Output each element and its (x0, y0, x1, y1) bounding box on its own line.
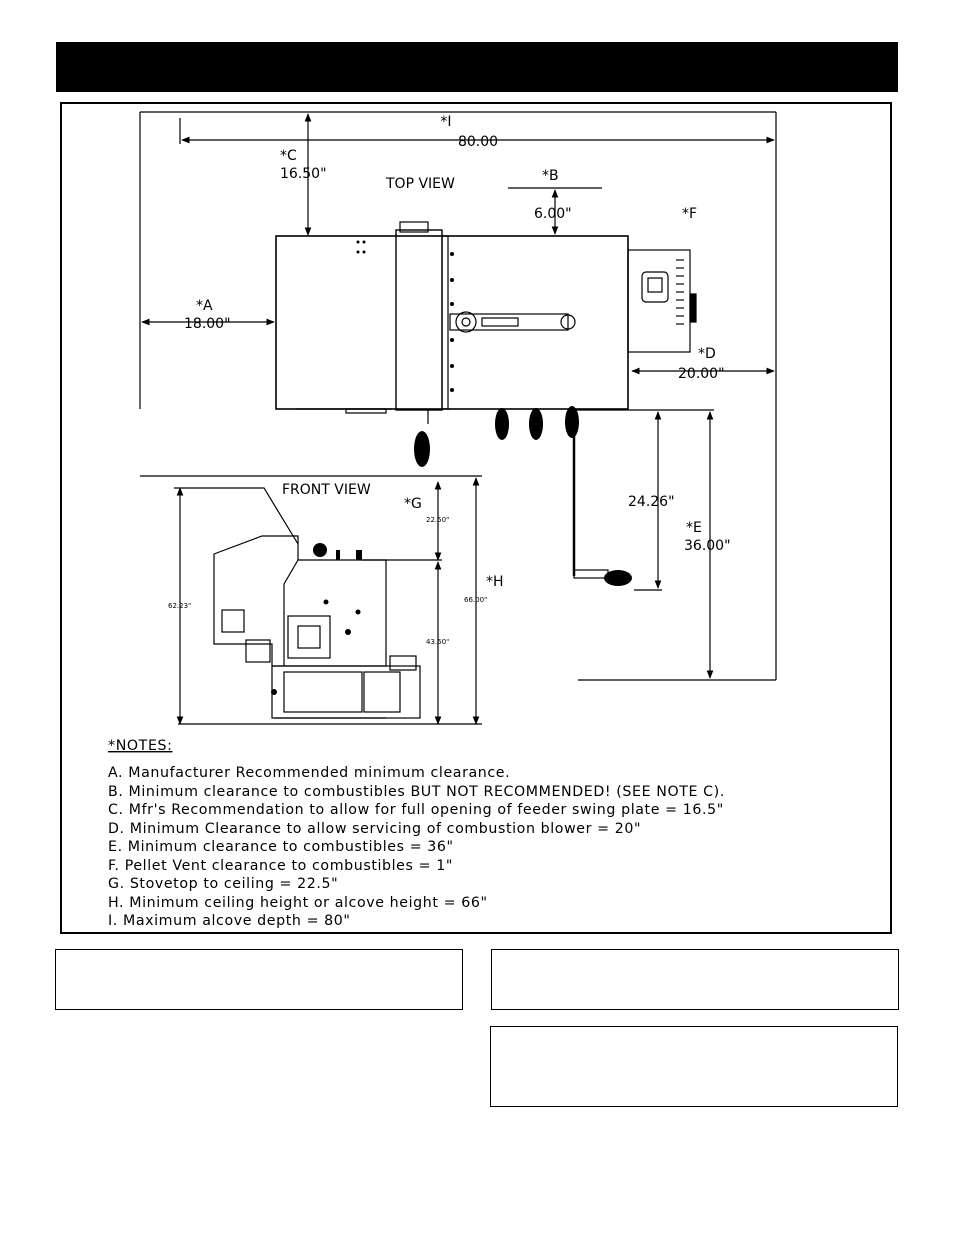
label-dim-i-value: 80.00 (457, 134, 499, 150)
control-panel (288, 616, 330, 658)
notes-heading: *NOTES: (108, 738, 173, 754)
label-dim-g-value: 22.50" (426, 516, 450, 524)
knob-4 (565, 406, 579, 438)
label-dim-d-letter: *D (698, 346, 716, 362)
empty-box-right-lower (490, 1026, 898, 1107)
label-dim-b-letter: *B (542, 168, 559, 184)
label-dim-c-letter: *C (280, 148, 297, 164)
top-view-title: TOP VIEW (386, 176, 455, 192)
note-item: G. Stovetop to ceiling = 22.5" (108, 876, 339, 892)
knob-2 (495, 408, 509, 440)
label-dim-stove-value: 43.50" (426, 638, 450, 646)
label-dim-i-letter: *I (440, 114, 452, 130)
label-dim-g-letter: *G (404, 496, 422, 512)
label-dim-e-letter: *E (686, 520, 702, 536)
note-item: E. Minimum clearance to combustibles = 36" (108, 839, 454, 855)
label-dim-b-value: 6.00" (534, 206, 572, 222)
vent-box-top (628, 250, 690, 352)
label-dim-e1-value: 24.26" (628, 494, 675, 510)
front-view-title: FRONT VIEW (282, 482, 371, 498)
note-item: H. Minimum ceiling height or alcove height = 66" (108, 895, 488, 911)
gauge-icon (313, 543, 327, 557)
hopper-top (396, 230, 442, 410)
note-item: F. Pellet Vent clearance to combustibles = 1" (108, 858, 453, 874)
note-item: A. Manufacturer Recommended minimum clearance. (108, 765, 511, 781)
knob-5 (604, 570, 632, 586)
knob-3 (529, 408, 543, 440)
label-dim-d-value: 20.00" (678, 366, 725, 382)
empty-box-left (55, 949, 463, 1010)
clearance-diagram (60, 102, 892, 934)
header-bar (56, 42, 898, 92)
label-dim-f-letter: *F (682, 206, 698, 222)
knob-1 (414, 431, 430, 467)
label-dim-left-value: 62.23" (168, 602, 192, 610)
empty-box-right (491, 949, 899, 1010)
clearance-drawing (62, 104, 892, 934)
note-item: C. Mfr's Recommendation to allow for full opening of feeder swing plate = 16.5" (108, 802, 724, 818)
note-item: I. Maximum alcove depth = 80" (108, 913, 351, 929)
label-dim-a-letter: *A (196, 298, 213, 314)
notes-block (108, 738, 725, 929)
label-dim-c-value: 16.50" (280, 166, 327, 182)
label-dim-e-value: 36.00" (684, 538, 731, 554)
note-item: D. Minimum Clearance to allow servicing of combustion blower = 20" (108, 821, 642, 837)
label-dim-a-value: 18.00" (184, 316, 231, 332)
label-dim-h-letter: *H (486, 574, 504, 590)
note-item: B. Minimum clearance to combustibles BUT NOT RECOMMENDED! (SEE NOTE C). (108, 784, 725, 800)
label-dim-h-value: 66.00" (464, 596, 488, 604)
